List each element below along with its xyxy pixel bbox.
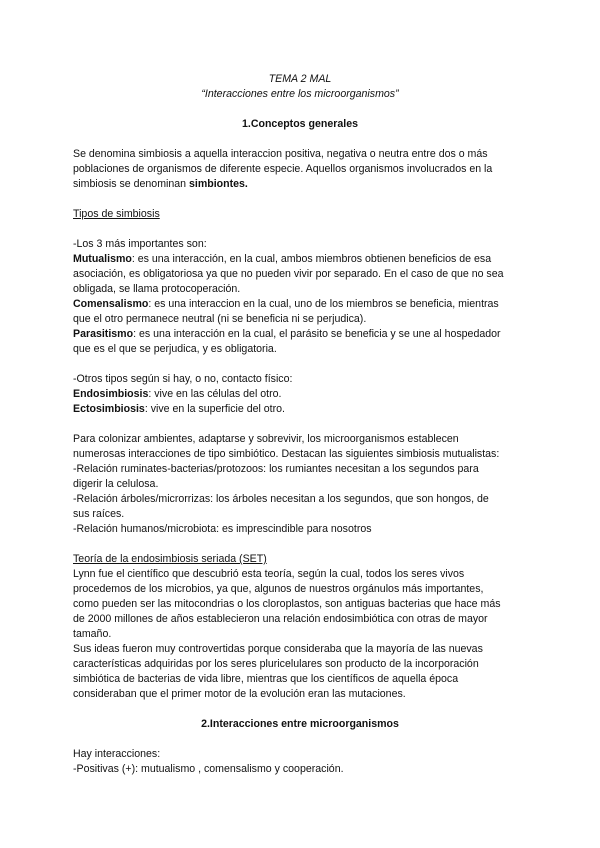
intro-line: Se denomina simbiosis a aquella interaccion positiva, negativa o neutra entre dos o más xyxy=(73,148,488,160)
section1-heading: 1.Conceptos generales xyxy=(242,118,358,130)
set-line: Sus ideas fueron muy controvertidas porque consideraba que la mayoría de las nuevas xyxy=(73,643,483,655)
set-line: simbiótica de bacterias de vida libre, mientras que los científicos de aquella época xyxy=(73,673,459,685)
endosimbiosis-line xyxy=(73,387,281,402)
parasitismo-text: : es una interacción en la cual, el parásito se beneficia y se une al hospedador xyxy=(133,328,501,340)
parasitismo-term: Parasitismo xyxy=(73,328,134,340)
set-line: procedemos de los microbios, ya que, algunos de nuestros orgánulos más importantes, xyxy=(73,583,484,595)
comensalismo-line xyxy=(73,297,499,312)
section2-line: Hay interacciones: xyxy=(73,748,161,760)
set-line: consideraban que el primer motor de la evolución eran las mutaciones. xyxy=(73,688,406,700)
endosimbiosis-term: Endosimbiosis xyxy=(73,388,149,400)
mutualismo-term: Mutualismo xyxy=(73,253,132,265)
tipos-intro: -Los 3 más importantes son: xyxy=(73,238,207,250)
colonizar-line: numerosas interacciones de tipo simbiótico. Destacan las siguientes simbiosis mutualistas: xyxy=(73,448,500,460)
set-line: características adquiridas por los seres pluricelulares son producto de la incorporación xyxy=(73,658,479,670)
section2-line: -Positivas (+): mutualismo , comensalismo y cooperación. xyxy=(73,763,344,775)
mutualismo-line: asociación, es obligatoriosa ya que no pueden vivir por separado. En el caso de que no sea xyxy=(73,268,504,280)
otros-intro: -Otros tipos según si hay, o no, contacto físico: xyxy=(73,373,293,385)
section2-heading: 2.Interacciones entre microorganismos xyxy=(201,718,399,730)
set-line: como pueden ser las mitocondrias o los cloroplastos, son antiguas bacterias que hace más xyxy=(73,598,501,610)
colonizar-line: digerir la celulosa. xyxy=(73,478,159,490)
parasitismo-line xyxy=(73,327,501,342)
colonizar-line: Para colonizar ambientes, adaptarse y sobrevivir, los microorganismos establecen xyxy=(73,433,459,445)
endosimbiosis-text: : vive en las células del otro. xyxy=(148,388,282,400)
document-title: TEMA 2 MAL xyxy=(268,73,332,85)
colonizar-line: sus raíces. xyxy=(73,508,125,520)
intro-text: simbiosis se denominan xyxy=(73,178,189,190)
set-heading: Teoría de la endosimbiosis seriada (SET) xyxy=(73,553,267,565)
set-line: Lynn fue el científico que descubrió esta teoría, según la cual, todos los seres vivos xyxy=(73,568,465,580)
mutualismo-line xyxy=(73,252,491,267)
mutualismo-text: : es una interacción, en la cual, ambos miembros obtienen beneficios de esa xyxy=(131,253,492,265)
comensalismo-text: : es una interaccion en la cual, uno de los miembros se beneficia, mientras xyxy=(148,298,499,310)
ectosimbiosis-line xyxy=(73,402,285,417)
intro-line xyxy=(73,177,248,192)
ectosimbiosis-term: Ectosimbiosis xyxy=(73,403,145,415)
colonizar-line: -Relación ruminates-bacterias/protozoos: los rumiantes necesitan a los segundos para xyxy=(73,463,479,475)
comensalismo-line: que el otro permanece neutral (ni se beneficia ni se perjudica). xyxy=(73,313,367,325)
set-line: de 2000 millones de años establecieron una relación endosimbiótica con otras de mayor xyxy=(73,613,488,625)
tipos-heading: Tipos de simbiosis xyxy=(73,208,160,220)
colonizar-line: -Relación humanos/microbiota: es imprescindible para nosotros xyxy=(73,523,372,535)
ectosimbiosis-text: : vive en la superficie del otro. xyxy=(144,403,285,415)
mutualismo-line: obligada, se llama protocoperación. xyxy=(73,283,241,295)
comensalismo-term: Comensalismo xyxy=(73,298,149,310)
simbiontes-term: simbiontes. xyxy=(189,178,248,190)
document-subtitle: “Interacciones entre los microorganismos” xyxy=(201,88,399,100)
intro-line: poblaciones de organismos de diferente especie. Aquellos organismos involucrados en la xyxy=(73,163,493,175)
colonizar-line: -Relación árboles/microrrizas: los árboles necesitan a los segundos, que son hongos, de xyxy=(73,493,489,505)
parasitismo-line: que es el que se perjudica, y es obligatoria. xyxy=(73,343,277,355)
set-line: tamaño. xyxy=(73,628,112,640)
